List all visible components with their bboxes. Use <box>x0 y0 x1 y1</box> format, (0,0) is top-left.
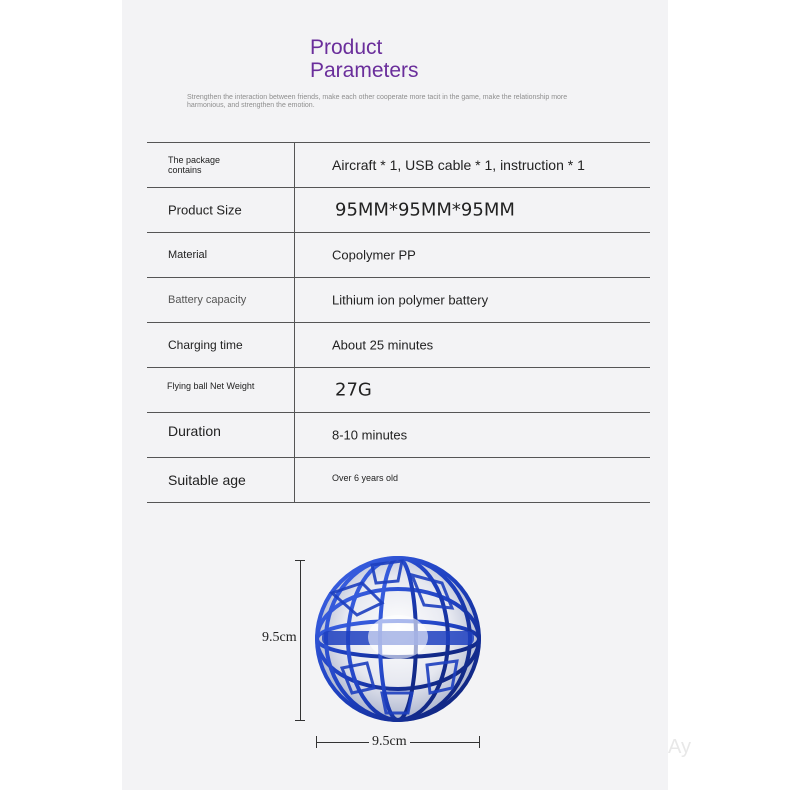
page-title <box>310 36 419 82</box>
height-dimension-tick <box>295 560 305 561</box>
row-value: 95MM*95MM*95MM <box>335 199 515 221</box>
row-label: Duration <box>168 423 221 440</box>
title-line-1: Product <box>310 36 383 59</box>
row-label: Flying ball Net Weight <box>167 380 255 391</box>
width-dimension-tick <box>316 736 317 748</box>
row-value: Lithium ion polymer battery <box>332 292 489 308</box>
watermark: Ay <box>668 736 691 758</box>
table-row <box>147 367 650 412</box>
row-label: Product Size <box>168 202 242 218</box>
row-value: About 25 minutes <box>332 337 434 353</box>
table-row <box>147 187 650 232</box>
row-value: 27G <box>335 379 372 401</box>
row-label: Material <box>168 249 208 261</box>
row-value: Over 6 years old <box>332 472 399 483</box>
row-label: Suitable age <box>168 472 246 488</box>
height-dimension-line <box>300 560 301 720</box>
width-dimension-tick <box>479 736 480 748</box>
row-value: Copolymer PP <box>332 247 416 263</box>
table-row <box>147 232 650 277</box>
title-line-2: Parameters <box>310 59 419 82</box>
row-value: 8-10 minutes <box>332 427 408 443</box>
table-row <box>147 322 650 367</box>
height-dimension-tick <box>295 720 305 721</box>
height-label: 9.5cm <box>259 630 300 646</box>
table-row <box>147 277 650 322</box>
row-value: Aircraft * 1, USB cable * 1, instruction * 1 <box>332 157 585 173</box>
row-label: Charging time <box>168 338 243 352</box>
row-label: Battery capacity <box>168 294 247 306</box>
page-subtitle: Strengthen the interaction between friends, make each other cooperate more tacit in the game, make the relationship more harmonious, and strengthen the emotion. <box>187 94 568 109</box>
parameters-table <box>147 142 650 503</box>
table-row <box>147 412 650 457</box>
row-label: The package contains <box>168 155 221 175</box>
flying-ball-image <box>312 553 484 725</box>
table-row <box>147 142 650 187</box>
table-row <box>147 457 650 503</box>
width-label: 9.5cm <box>369 734 410 750</box>
